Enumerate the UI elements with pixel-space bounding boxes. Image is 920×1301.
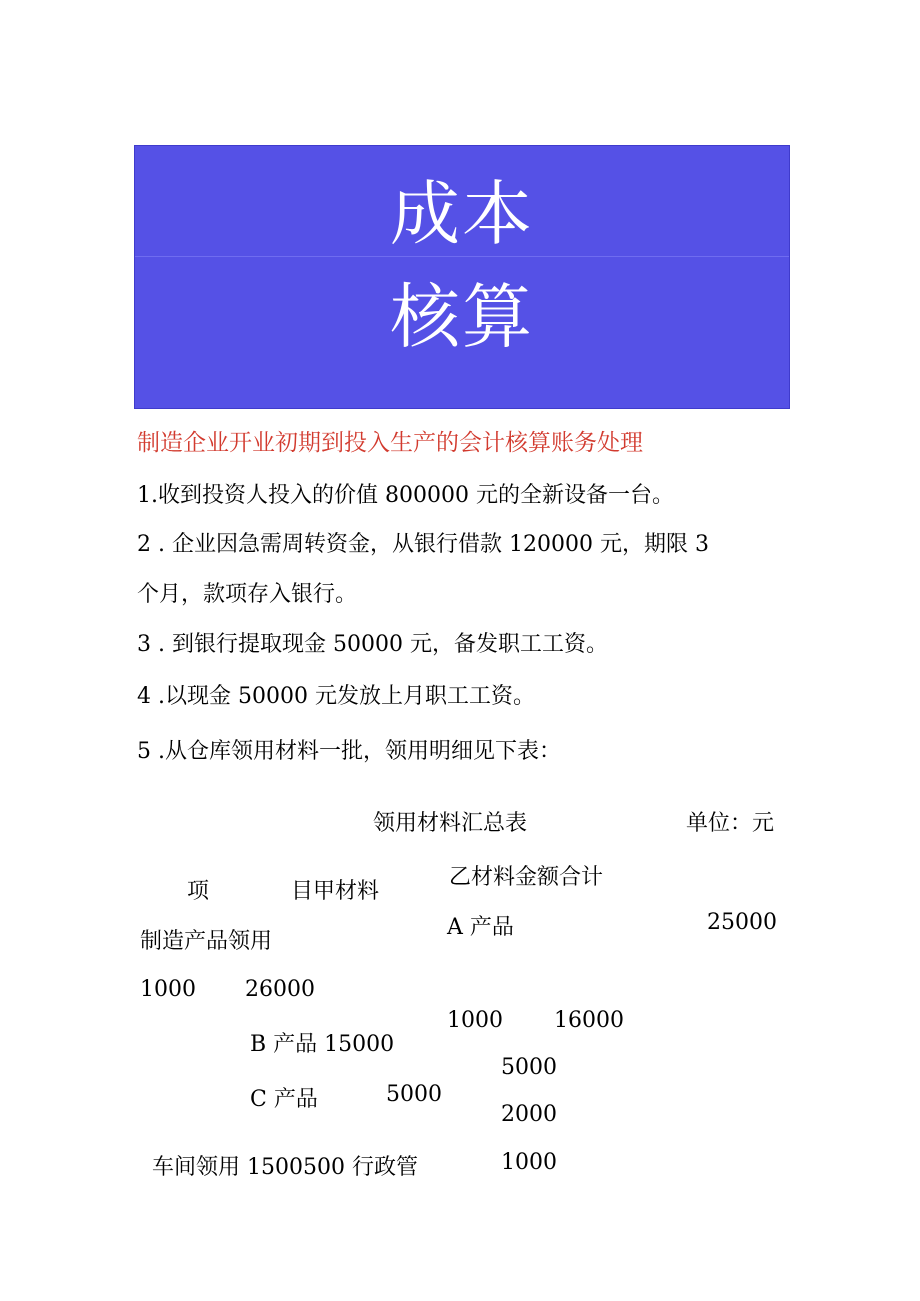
table-unit: 单位：元 bbox=[686, 811, 775, 836]
title-banner bbox=[134, 145, 790, 409]
banner-divider bbox=[135, 256, 789, 257]
table-cell: 乙材料金额合计 bbox=[449, 865, 604, 890]
table-cell: 5000 bbox=[386, 1082, 442, 1107]
item-4: 4 .以现金 50000 元发放上月职工工资。 bbox=[137, 684, 535, 709]
table-cell: 目甲材料 bbox=[291, 879, 380, 904]
table-cell: 项 bbox=[187, 879, 210, 904]
table-cell: 16000 bbox=[554, 1008, 624, 1033]
table-cell: 25000 bbox=[707, 910, 777, 935]
item-2: 2 . 企业因急需周转资金，从银行借款 120000 元，期限 3 bbox=[137, 532, 709, 557]
table-cell: 车间领用 1500500 行政管 bbox=[152, 1155, 418, 1180]
table-title: 领用材料汇总表 bbox=[373, 811, 528, 836]
table-cell: 2000 bbox=[501, 1102, 557, 1127]
table-cell: B 产品 15000 bbox=[250, 1032, 395, 1057]
banner-title-line-2: 核算 bbox=[390, 276, 534, 358]
table-cell: 26000 bbox=[245, 977, 315, 1002]
table-cell: A 产品 bbox=[447, 915, 514, 940]
item-5: 5 .从仓库领用材料一批，领用明细见下表： bbox=[137, 739, 561, 764]
item-2-continued: 个月，款项存入银行。 bbox=[137, 582, 358, 607]
table-cell: 1000 bbox=[140, 977, 196, 1002]
item-1: 1.收到投资人投入的价值 800000 元的全新设备一台。 bbox=[137, 483, 674, 508]
table-cell: 5000 bbox=[501, 1055, 557, 1080]
table-cell: 1000 bbox=[501, 1150, 557, 1175]
table-cell: C 产品 bbox=[250, 1087, 318, 1112]
item-3: 3 . 到银行提取现金 50000 元，备发职工工资。 bbox=[137, 632, 608, 657]
table-cell: 1000 bbox=[447, 1008, 503, 1033]
section-subtitle: 制造企业开业初期到投入生产的会计核算账务处理 bbox=[137, 430, 643, 456]
table-cell: 制造产品领用 bbox=[140, 929, 273, 954]
banner-title-line-1: 成本 bbox=[390, 173, 534, 255]
